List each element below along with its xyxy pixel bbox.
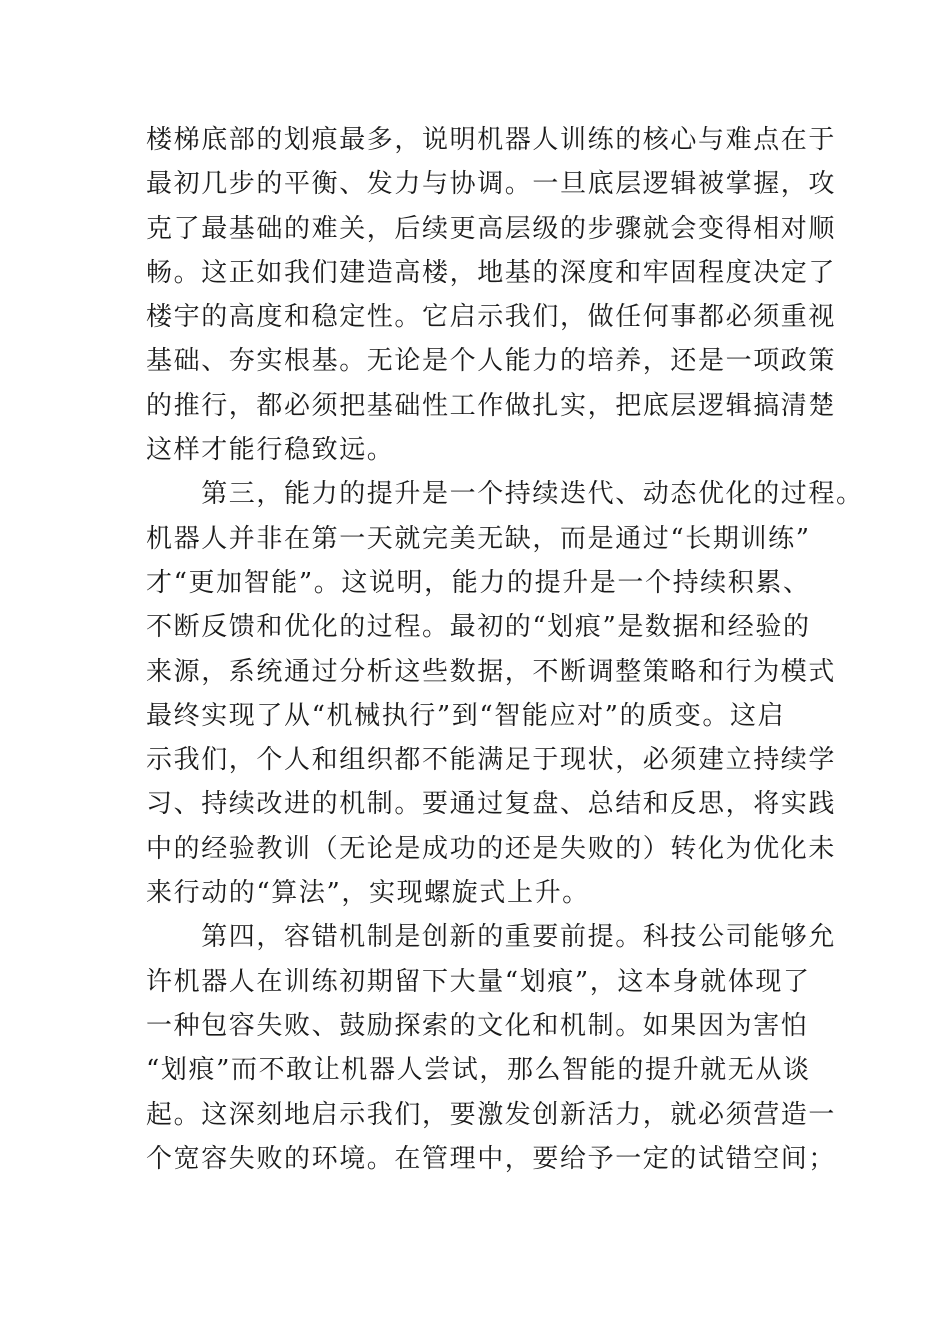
text-line: 许机器人在训练初期留下大量“划痕”，这本身就体现了 [146,966,811,997]
text-line: 最初几步的平衡、发力与协调。一旦底层逻辑被掌握，攻 [146,169,837,200]
text-line: 一种包容失败、鼓励探索的文化和机制。如果因为害怕 [146,1010,809,1041]
text-line: 不断反馈和优化的过程。最初的“划痕”是数据和经验的 [146,612,811,643]
text-line: 才“更加智能”。这说明，能力的提升是一个持续积累、 [146,567,811,598]
text-line: 起。这深刻地启示我们，要激发创新活力，就必须营造一 [146,1099,837,1130]
text-line: 示我们，个人和组织都不能满足于现状，必须建立持续学 [146,745,837,776]
text-line: 最终实现了从“机械执行”到“智能应对”的质变。这启 [146,700,786,731]
text-line: 楼梯底部的划痕最多，说明机器人训练的核心与难点在于 [146,125,837,155]
text-line: 习、持续改进的机制。要通过复盘、总结和反思，将实践 [146,789,837,820]
text-line: “划痕”而不敢让机器人尝试，那么智能的提升就无从谈 [146,1055,811,1086]
text-line: 畅。这正如我们建造高楼，地基的深度和牢固程度决定了 [146,257,837,288]
paragraph-three-heading-line: 第三，能力的提升是一个持续迭代、动态优化的过程。 [146,479,864,510]
paragraph-four-heading-line: 第四，容错机制是创新的重要前提。科技公司能够允 [146,922,837,953]
text-line: 机器人并非在第一天就完美无缺，而是通过“长期训练” [146,523,811,554]
text-line: 克了最基础的难关，后续更高层级的步骤就会变得相对顺 [146,213,837,244]
text-line: 基础、夯实根基。无论是个人能力的培养，还是一项政策 [146,346,837,377]
text-line: 楼宇的高度和稳定性。它启示我们，做任何事都必须重视 [146,302,837,333]
text-line: 这样才能行稳致远。 [146,435,395,466]
text-line: 来行动的“算法”，实现螺旋式上升。 [146,878,590,909]
text-line: 的推行，都必须把基础性工作做扎实，把底层逻辑搞清楚 [146,390,837,421]
document-body [146,118,864,1181]
text-line: 来源，系统通过分析这些数据，不断调整策略和行为模式 [146,656,837,687]
text-line: 中的经验教训（无论是成功的还是失败的）转化为优化未 [146,833,837,864]
text-line: 个宽容失败的环境。在管理中，要给予一定的试错空间； [146,1143,837,1174]
